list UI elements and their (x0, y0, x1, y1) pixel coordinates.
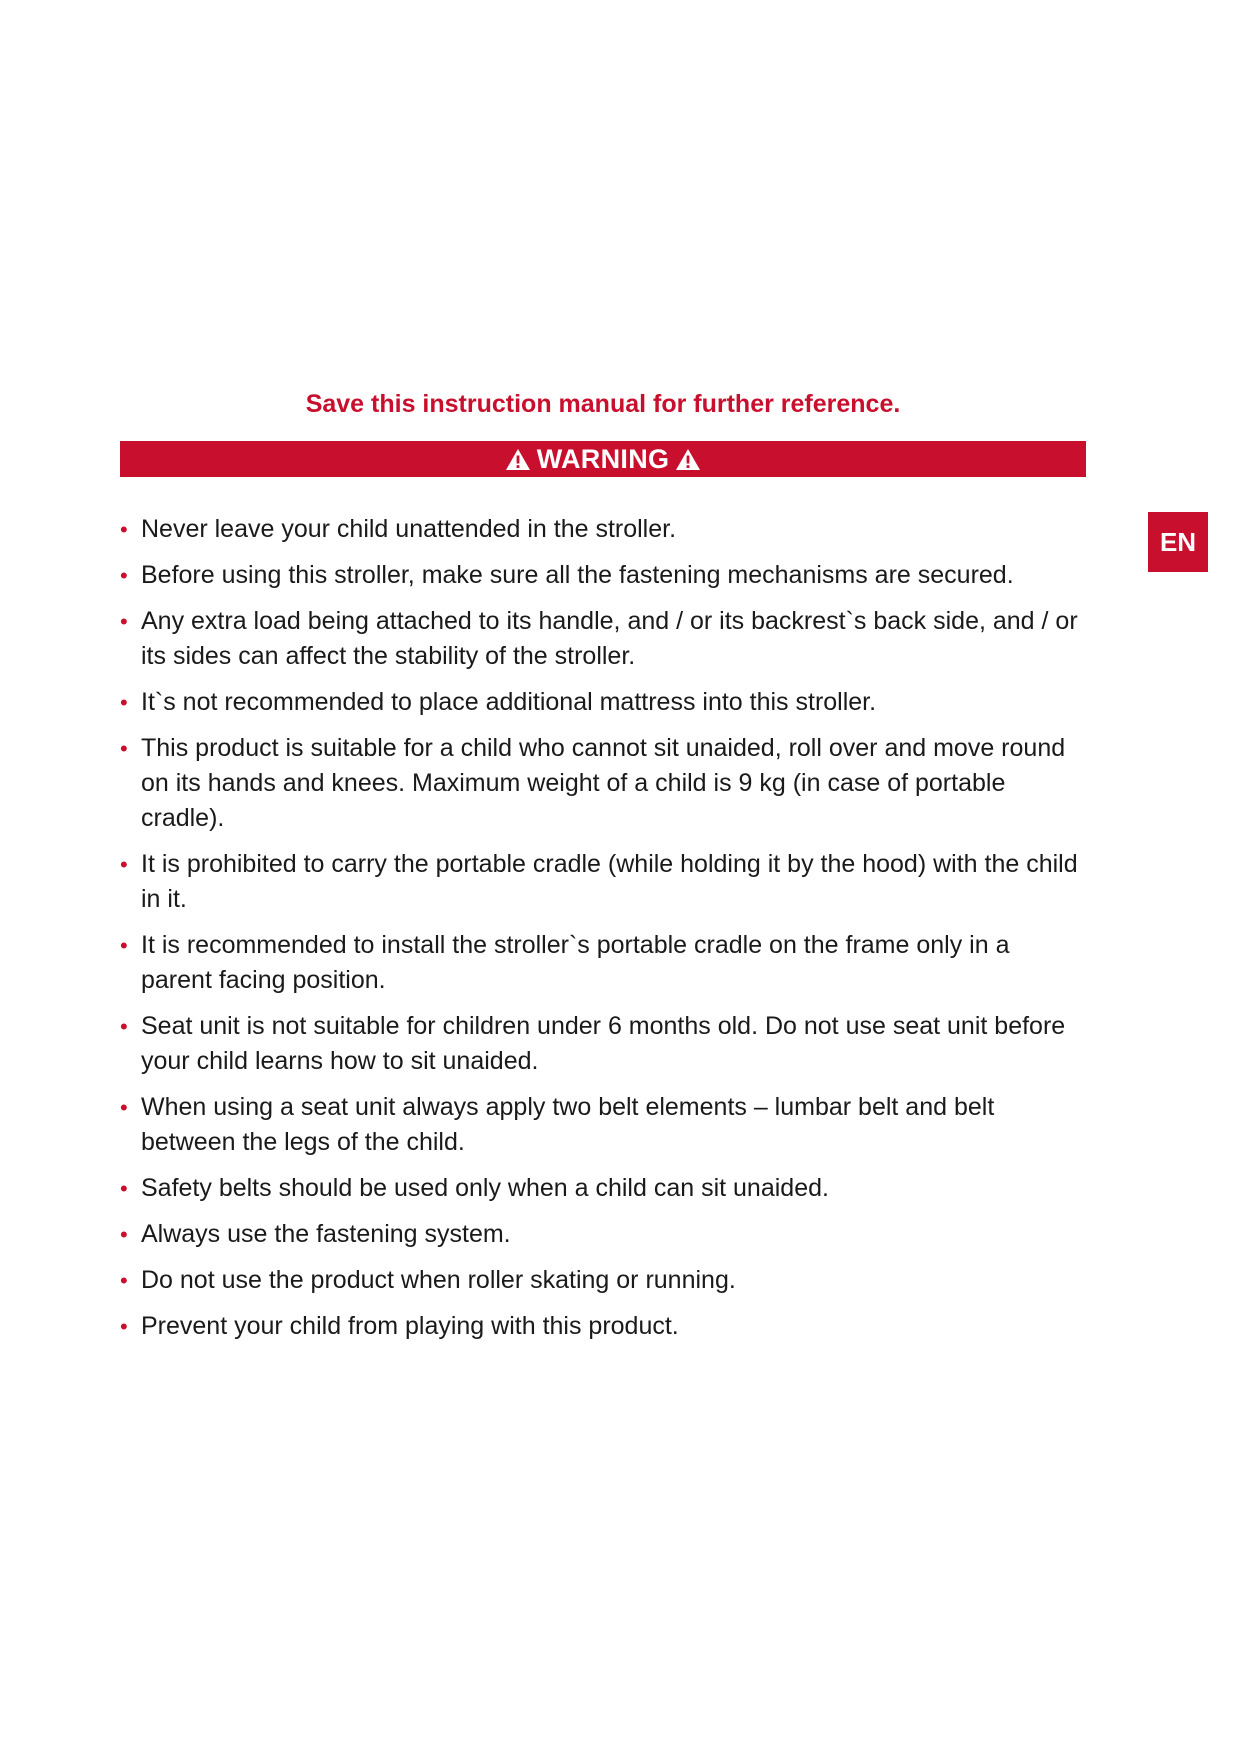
warning-triangle-icon (675, 448, 701, 471)
list-item (120, 512, 1086, 547)
warning-text: It`s not recommended to place additional mattress into this stroller. (141, 688, 877, 716)
warning-text: This product is suitable for a child who cannot sit unaided, roll over and move round on its hands and knees. Maximum weight of a child is 9 kg (in case of portable cradle). (141, 734, 1066, 832)
warning-text: It is recommended to install the stroller`s portable cradle on the frame only in a parent facing position. (141, 931, 1010, 994)
list-item (120, 928, 1086, 998)
list-item (120, 731, 1086, 836)
save-manual-note: Save this instruction manual for further reference. (305, 390, 901, 418)
bullet-icon: • (120, 517, 128, 542)
list-item (120, 558, 1086, 593)
warning-text: Never leave your child unattended in the stroller. (141, 515, 677, 543)
bullet-icon: • (120, 1095, 128, 1120)
bullet-icon: • (120, 1268, 128, 1293)
bullet-icon: • (120, 736, 128, 761)
bullet-icon: • (120, 563, 128, 588)
warning-triangle-icon (505, 448, 531, 471)
warning-text: Always use the fastening system. (141, 1220, 511, 1248)
bullet-icon: • (120, 1014, 128, 1039)
warnings-list (120, 512, 1086, 1355)
bullet-icon: • (120, 1176, 128, 1201)
bullet-icon: • (120, 852, 128, 877)
list-item (120, 604, 1086, 674)
language-badge: EN (1148, 512, 1208, 572)
list-item (120, 847, 1086, 917)
warning-banner (120, 441, 1086, 477)
bullet-icon: • (120, 1314, 128, 1339)
warning-label: WARNING (536, 443, 670, 474)
list-item (120, 1309, 1086, 1344)
warning-text: It is prohibited to carry the portable cradle (while holding it by the hood) with the child in it. (141, 850, 1078, 913)
bullet-icon: • (120, 1222, 128, 1247)
warning-text: Before using this stroller, make sure all the fastening mechanisms are secured. (141, 561, 1014, 589)
warning-text: Safety belts should be used only when a child can sit unaided. (141, 1174, 829, 1202)
warning-text: Seat unit is not suitable for children under 6 months old. Do not use seat unit before your child learns how to sit unaided. (141, 1012, 1066, 1075)
list-item (120, 1171, 1086, 1206)
bullet-icon: • (120, 690, 128, 715)
list-item (120, 1009, 1086, 1079)
warning-text: Any extra load being attached to its handle, and / or its backrest`s back side, and / or its sides can affect the stability of the stroller. (141, 607, 1078, 670)
list-item (120, 1217, 1086, 1252)
bullet-icon: • (120, 933, 128, 958)
warning-text: When using a seat unit always apply two belt elements – lumbar belt and belt between the legs of the child. (141, 1093, 995, 1156)
warning-text: Prevent your child from playing with this product. (141, 1312, 679, 1340)
list-item (120, 1263, 1086, 1298)
list-item (120, 1090, 1086, 1160)
bullet-icon: • (120, 609, 128, 634)
list-item (120, 685, 1086, 720)
warning-text: Do not use the product when roller skating or running. (141, 1266, 736, 1294)
